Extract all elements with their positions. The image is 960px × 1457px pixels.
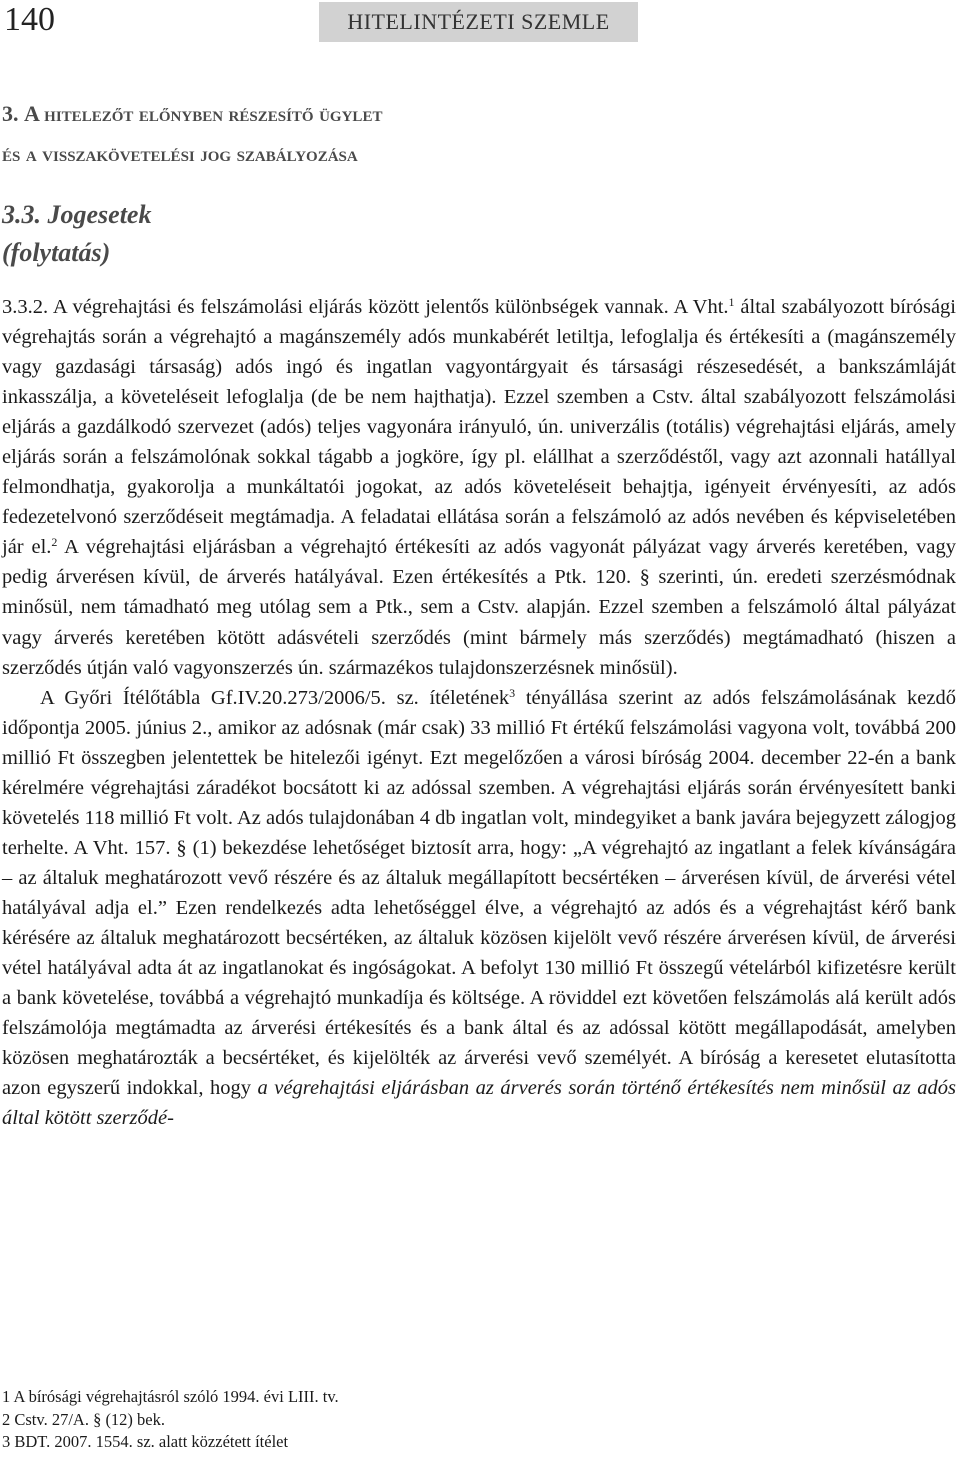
- paragraph-1: [2, 292, 956, 683]
- section-title-line-2: [2, 134, 382, 174]
- footnote-ref-3: 3: [509, 685, 516, 700]
- footnote-2: 2 Cstv. 27/A. § (12) bek.: [2, 1409, 166, 1429]
- paragraph-1-part-3: A végrehajtási eljárásban a végrehajtó értékesíti az adós vagyonát pályázat vagy árverés keretében, vagy pedig árverésen kívül, de árverés hatályával. Ezen értékesítés a Ptk. 120. § szerinti, ún. eredeti szerzésmódnak minősül, nem támadható meg utólag sem a Ptk., sem a Cstv. alapján. Ezzel szemben a felszámoló által pályázat vagy árverés keretében kötött adásvételi szerződés (mint bármely más szerződés) megtámadható (hiszen a szerződés útján való vagyonszerzés ún. származékos tulajdonszerzésnek minősül).: [2, 536, 956, 679]
- running-head: HITELINTÉZETI SZEMLE: [319, 2, 638, 42]
- paragraph-2: [2, 683, 956, 1134]
- footnote-ref-2: 2: [51, 535, 58, 550]
- footnote-ref-1: 1: [728, 295, 735, 309]
- footnote-1: 1 A bírósági végrehajtásról szóló 1994. évi LIII. tv.: [2, 1387, 339, 1406]
- subsection-title: [2, 196, 151, 272]
- section-number: 3.: [2, 101, 24, 126]
- section-title-line-1: [2, 94, 382, 134]
- subsection-title-line-2: (folytatás): [2, 238, 111, 267]
- section-title-text-2: és a visszakövetelési jog szabályozása: [2, 141, 358, 166]
- paragraph-2-part-2: tényállása szerint az adós felszámolásának kezdő időpontja 2005. június 2., amikor az adósnak (már csak) 33 millió Ft értékű felszámolási vagyona volt, továbbá 200 millió Ft összegben jelentettek be hitelezői igényt. Ezt megelőzően a városi bíróság 2004. december 22-én a bank kérelmére végrehajtási záradékot bocsátott ki az adóssal szemben. A végrehajtási eljárás során érvényesített banki követelés 118 millió Ft volt. Az adós tulajdonában 4 db ingatlan volt, mindegyiket a bank javára bejegyzett zálogjog terhelte. A Vht. 157. § (1) bekezdése lehetőséget biztosít arra, hogy: „A végrehajtó az ingatlant a felek kívánságára – az általuk meghatározott vevő részére és az általuk megállapított becsértéken – árverésen kívül, de árverési vétel hatályával adja el.” Ezen rendelkezés adta lehetőséggel élve, a végrehajtó az adós és a végrehajtást kérő bank kérésére az általuk meghatározott becsértéken, az általuk közösen kijelölt vevő részére árverésen kívül, de árverési vétel hatályával adta át az ingatlanokat és ingóságokat. A befolyt 130 millió Ft összegű vételárból kifizetésre került a bank követelése, továbbá a végrehajtó munkadíja és költsége. A röviddel ezt követően felszámolás alá került adós felszámolója megtámadta az árverési értékesítés és a bank által és az adóssal kötött megállapodását, amelyben közösen meghatározták a becsértéket, és kijelölték az árverési vevő személyét. A bíróság a keresetet elutasította azon egyszerű indokkal, hogy: [2, 686, 956, 1100]
- paragraph-1-part-2: által szabályozott bírósági végrehajtás során a végrehajtó a magánszemély adós munkabérét letiltja, lefoglalja és értékesíti a (magánszemély vagy gazdasági társaság) adós ingó és ingatlan vagyontárgyait és társasági részesedését, a bankszámláját inkasszálja, a követeléseit lefoglalja (de be nem hajthatja). Ezzel szemben a Cstv. által szabályozott felszámolási eljárás a gazdálkodó szervezet (adós) teljes vagyonára irányuló, ún. univerzális (totális) végrehajtási eljárás, amely eljárás során a felszámolónak sokkal tágabb a jogköre, így pl. elállhat a szerződéstől, vagy azt azonnali hatállyal felmondhatja, gyakorolja a munkáltatói jogokat, az adós követeléseit behajtja, igényeit érvényesíti, az adós fedezetelvonó szerződéseit megtámadja. A feladatai ellátása során a felszámoló az adós nevében és képviseletében jár el.: [2, 296, 956, 559]
- paragraph-1-part-1: 3.3.2. A végrehajtási és felszámolási eljárás között jelentős különbségek vannak. A Vht.: [2, 296, 729, 318]
- paragraph-2-italic: a végrehajtási eljárásban az árverés során történő értékesítés nem minősül az adós által kötött szerződé-: [2, 1077, 956, 1130]
- paragraph-2-part-1: A Győri Ítélőtábla Gf.IV.20.273/2006/5. sz. ítéletének: [40, 686, 510, 709]
- page-number: 140: [4, 1, 55, 38]
- section-title: [2, 94, 382, 174]
- footnote-3: 3 BDT. 2007. 1554. sz. alatt közzétett ítélet: [2, 1432, 289, 1451]
- footnotes: [2, 1386, 942, 1454]
- section-title-text-1: A hitelezőt előnyben részesítő ügylet: [24, 101, 383, 126]
- subsection-title-line-1: 3.3. Jogesetek: [2, 200, 152, 229]
- body-text: [2, 292, 956, 1133]
